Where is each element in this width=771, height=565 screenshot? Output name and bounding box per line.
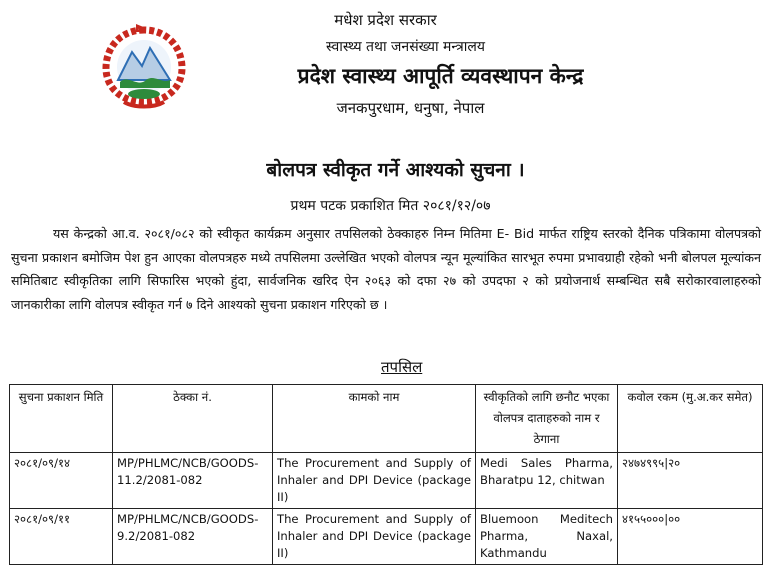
- notice-body: यस केन्द्रको आ.व. २०८१/०८२ को स्वीकृत कार्यक्रम अनुसार तपसिलको ठेक्काहरु निम्न मितिमा E- Bid मार्फत राष्ट्रिय स्तरको दैनिक पत्रिकामा वोलपत्रको सुचना प्रकाशन बमोजिम पेश हुन आएका वोलपत्रहरु मध्ये तपसिलमा उल्लेखित भएको वोलपत्र न्यून मूल्यांकित सारभूत रुपमा प्रभावग्राही रहेको भनी बोलपल मूल्यांकन समितिबाट स्वीकृतिका लागि सिफारिस भएको हुंदा, सार्वजनिक खरिद ऐन २०६३ को दफा २७ को उपदफा २ को प्रयोजनार्थ सम्बन्धित सबै सरोकारवालाहरुको जानकारीका लागि वोलपत्र स्वीकृत गर्न ७ दिने आश्यको सुचना प्रकाशन गरिएको छ ।: [11, 226, 761, 312]
- col-header-work: कामको नाम: [273, 385, 476, 453]
- col-header-contract: ठेक्का नं.: [113, 385, 273, 453]
- col-header-date: सुचना प्रकाशन मिति: [10, 385, 113, 453]
- cell-bidder: Medi Sales Pharma, Bharatpu 12, chitwan: [476, 453, 618, 509]
- table-row: [10, 453, 763, 509]
- header-address: जनकपुरधाम, धनुषा, नेपाल: [336, 99, 485, 117]
- header-ministry: स्वास्थ्य तथा जनसंख्या मन्त्रालय: [326, 39, 485, 55]
- notice-title: बोलपत्र स्वीकृत गर्ने आश्यको सुचना ।: [266, 159, 525, 181]
- cell-work: The Procurement and Supply of Inhaler and DPI Device (package II): [273, 509, 476, 565]
- table-row: [10, 509, 763, 565]
- cell-date: २०८१/०९/११: [10, 509, 113, 565]
- cell-contract: MP/PHLMC/NCB/GOODS-11.2/2081-082: [113, 453, 273, 509]
- tapsil-heading: तपसिल: [381, 358, 423, 376]
- cell-amount: २४७४९९५|२०: [618, 453, 763, 509]
- cell-bidder: Bluemoon Meditech Pharma, Naxal, Kathmandu: [476, 509, 618, 565]
- cell-date: २०८१/०९/१४: [10, 453, 113, 509]
- cell-contract: MP/PHLMC/NCB/GOODS-9.2/2081-082: [113, 509, 273, 565]
- col-header-amount: कवोल रकम (मु.अ.कर समेत): [618, 385, 763, 453]
- header-government: मधेश प्रदेश सरकार: [334, 11, 437, 29]
- bid-table: [9, 384, 763, 565]
- publish-date: प्रथम पटक प्रकाशित मित २०८१/१२/०७: [290, 198, 491, 214]
- cell-amount: ४१५५०००|००: [618, 509, 763, 565]
- col-header-bidder: स्वीकृतिको लागि छनौट भएका वोलपत्र दाताहरुको नाम र ठेगाना: [476, 385, 618, 453]
- cell-work: The Procurement and Supply of Inhaler and DPI Device (package II): [273, 453, 476, 509]
- header-office: प्रदेश स्वास्थ्य आपूर्ति व्यवस्थापन केन्द्र: [297, 64, 584, 88]
- table-header-row: [10, 385, 763, 453]
